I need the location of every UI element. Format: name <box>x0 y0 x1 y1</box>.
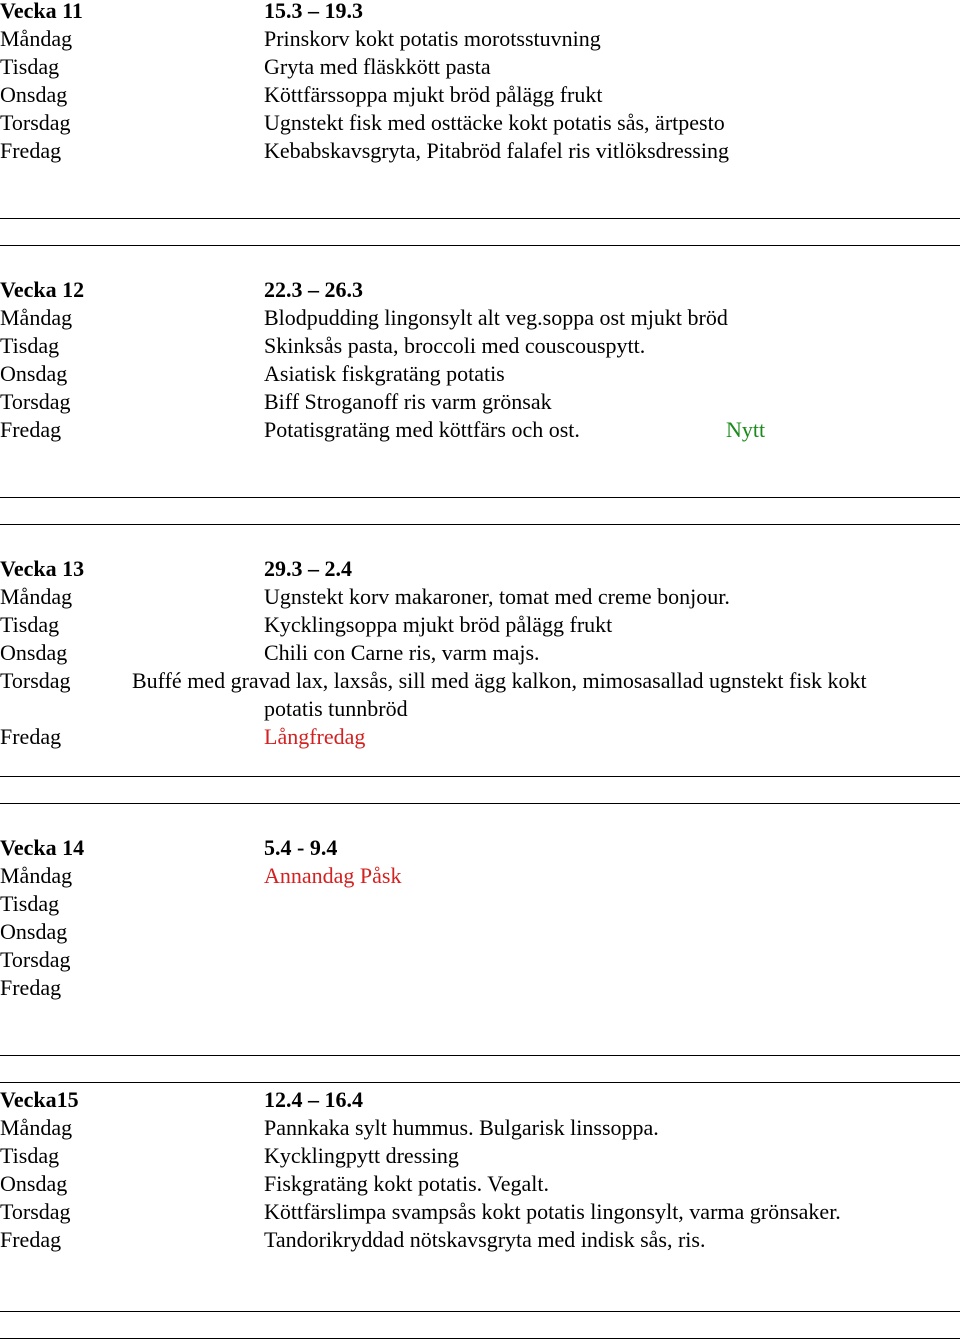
divider <box>0 1311 960 1312</box>
day-label: Torsdag <box>0 389 71 414</box>
divider <box>0 1082 960 1083</box>
menu-text: Buffé med gravad lax, laxsås, sill med ägg kalkon, mimosasallad ugnstekt fisk kokt <box>132 668 867 693</box>
day-label: Fredag <box>0 138 62 163</box>
divider <box>0 1055 960 1056</box>
menu-text: Kycklingsoppa mjukt bröd pålägg frukt <box>264 612 613 637</box>
new-badge: Nytt <box>726 417 766 442</box>
week-label: Vecka 12 <box>0 277 85 302</box>
day-label: Måndag <box>0 584 73 609</box>
day-label: Tisdag <box>0 891 60 916</box>
day-label: Torsdag <box>0 947 71 972</box>
divider <box>0 1338 960 1339</box>
menu-text: Pannkaka sylt hummus. Bulgarisk linssoppa. <box>264 1115 659 1140</box>
divider <box>0 776 960 777</box>
week-dates: 15.3 – 19.3 <box>264 0 363 23</box>
day-label: Fredag <box>0 975 62 1000</box>
menu-text: Gryta med fläskkött pasta <box>264 54 491 79</box>
day-label: Tisdag <box>0 333 60 358</box>
holiday-text: Långfredag <box>264 724 366 749</box>
menu-text: Ugnstekt fisk med osttäcke kokt potatis sås, ärtpesto <box>264 110 725 135</box>
menu-text: Prinskorv kokt potatis morotsstuvning <box>264 26 601 51</box>
day-label: Torsdag <box>0 1199 71 1224</box>
day-label: Onsdag <box>0 919 68 944</box>
menu-text: potatis tunnbröd <box>264 696 408 721</box>
menu-text: Tandorikryddad nötskavsgryta med indisk sås, ris. <box>264 1227 706 1252</box>
menu-text: Potatisgratäng med köttfärs och ost. <box>264 417 580 442</box>
menu-text: Asiatisk fiskgratäng potatis <box>264 361 505 386</box>
menu-text: Köttfärssoppa mjukt bröd pålägg frukt <box>264 82 603 107</box>
divider <box>0 803 960 804</box>
week-dates: 29.3 – 2.4 <box>264 556 352 581</box>
menu-text: Blodpudding lingonsylt alt veg.soppa ost mjukt bröd <box>264 305 728 330</box>
day-label: Onsdag <box>0 640 68 665</box>
day-label: Tisdag <box>0 1143 60 1168</box>
divider <box>0 245 960 246</box>
week-label: Vecka15 <box>0 1087 79 1112</box>
menu-text: Fiskgratäng kokt potatis. Vegalt. <box>264 1171 549 1196</box>
day-label: Fredag <box>0 724 62 749</box>
day-label: Onsdag <box>0 1171 68 1196</box>
divider <box>0 524 960 525</box>
day-label: Onsdag <box>0 361 68 386</box>
week-dates: 12.4 – 16.4 <box>264 1087 363 1112</box>
week-dates: 22.3 – 26.3 <box>264 277 363 302</box>
menu-text: Ugnstekt korv makaroner, tomat med creme bonjour. <box>264 584 730 609</box>
menu-text: Kycklingpytt dressing <box>264 1143 459 1168</box>
day-label: Onsdag <box>0 82 68 107</box>
menu-text: Köttfärslimpa svampsås kokt potatis lingonsylt, varma grönsaker. <box>264 1199 841 1224</box>
day-label: Måndag <box>0 1115 73 1140</box>
menu-text: Skinksås pasta, broccoli med couscouspytt. <box>264 333 646 358</box>
menu-text: Chili con Carne ris, varm majs. <box>264 640 540 665</box>
divider <box>0 497 960 498</box>
divider <box>0 218 960 219</box>
day-label: Fredag <box>0 1227 62 1252</box>
holiday-text: Annandag Påsk <box>264 863 402 888</box>
day-label: Måndag <box>0 305 73 330</box>
day-label: Torsdag <box>0 110 71 135</box>
menu-text: Biff Stroganoff ris varm grönsak <box>264 389 552 414</box>
day-label: Tisdag <box>0 54 60 79</box>
menu-text: Kebabskavsgryta, Pitabröd falafel ris vitlöksdressing <box>264 138 729 163</box>
day-label: Måndag <box>0 863 73 888</box>
day-label: Tisdag <box>0 612 60 637</box>
day-label: Måndag <box>0 26 73 51</box>
day-label: Fredag <box>0 417 62 442</box>
day-label: Torsdag <box>0 668 71 693</box>
week-label: Vecka 13 <box>0 556 85 581</box>
week-label: Vecka 11 <box>0 0 83 23</box>
week-dates: 5.4 - 9.4 <box>264 835 338 860</box>
week-label: Vecka 14 <box>0 835 85 860</box>
